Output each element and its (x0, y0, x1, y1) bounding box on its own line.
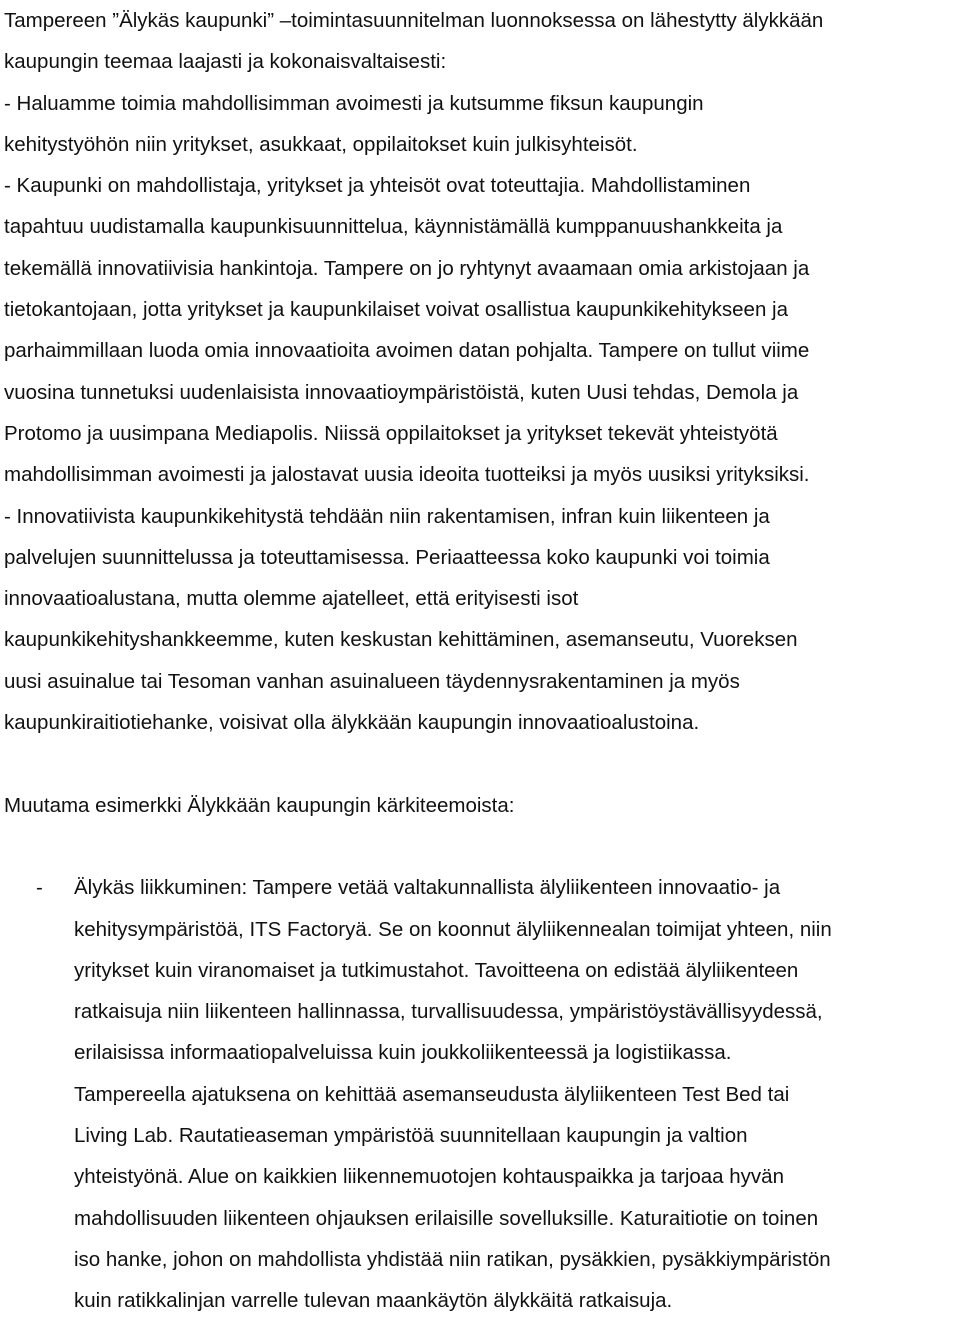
text-line: tapahtuu uudistamalla kaupunkisuunnittelua, käynnistämällä kumppanuushankkeita ja (4, 215, 783, 239)
text-line: - Kaupunki on mahdollistaja, yritykset ja yhteisöt ovat toteuttajia. Mahdollistaminen (4, 174, 751, 198)
list-item-line: kehitysympäristöä, ITS Factoryä. Se on koonnut älyliikennealan toimijat yhteen, niin (74, 917, 832, 941)
list-item-line: ratkaisuja niin liikenteen hallinnassa, turvallisuudessa, ympäristöystävällisyydessä, (74, 1000, 823, 1024)
list-item-line: Tampereella ajatuksena on kehittää asemanseudusta älyliikenteen Test Bed tai (74, 1082, 790, 1106)
text-line: kehitystyöhön niin yritykset, asukkaat, oppilaitokset kuin julkisyhteisöt. (4, 132, 638, 156)
list-item-line: erilaisissa informaatiopalveluissa kuin joukkoliikenteessä ja logistiikassa. (74, 1041, 732, 1065)
text-line: mahdollisimman avoimesti ja jalostavat uusia ideoita tuotteiksi ja myös uusiksi yrityksiksi. (4, 463, 810, 487)
text-line: kaupunkiraitiotiehanke, voisivat olla älykkään kaupungin innovaatioalustoina. (4, 711, 700, 735)
text-line: innovaatioalustana, mutta olemme ajatelleet, että erityisesti isot (4, 587, 579, 611)
text-line: vuosina tunnetuksi uudenlaisista innovaatioympäristöistä, kuten Uusi tehdas, Demola ja (4, 380, 799, 404)
document-page (4, 0, 960, 1322)
text-line: - Innovatiivista kaupunkikehitystä tehdään niin rakentamisen, infran kuin liikenteen ja (4, 504, 770, 528)
list-bullet: - (36, 876, 43, 900)
text-line: palvelujen suunnittelussa ja toteuttamisessa. Periaatteessa koko kaupunki voi toimia (4, 545, 770, 569)
list-item-line: yritykset kuin viranomaiset ja tutkimustahot. Tavoitteena on edistää älyliikenteen (74, 958, 799, 982)
paragraph-spacer (4, 826, 960, 867)
paragraph-spacer (4, 743, 960, 784)
list-item-line: mahdollisuuden liikenteen ohjauksen erilaisille sovelluksille. Katuraitiotie on toinen (74, 1206, 819, 1230)
list-item-line: yhteistyönä. Alue on kaikkien liikennemuotojen kohtauspaikka ja tarjoaa hyvän (74, 1165, 784, 1189)
list-item-line: Living Lab. Rautatieaseman ympäristöä suunnitellaan kaupungin ja valtion (74, 1124, 748, 1148)
text-line: Tampereen ”Älykäs kaupunki” –toimintasuunnitelman luonnoksessa on lähestytty älykkään (4, 9, 824, 32)
list-item-line: Älykäs liikkuminen: Tampere vetää valtakunnallista älyliikenteen innovaatio- ja (74, 876, 781, 900)
list-item-line: iso hanke, johon on mahdollista yhdistää niin ratikan, pysäkkien, pysäkkiympäristön (74, 1247, 831, 1271)
list-item (4, 867, 960, 1321)
text-line: kaupunkikehityshankkeemme, kuten keskustan kehittäminen, asemanseutu, Vuoreksen (4, 628, 798, 652)
section-heading: Muutama esimerkki Älykkään kaupungin kärkiteemoista: (4, 793, 515, 817)
text-line: tekemällä innovatiivisia hankintoja. Tampere on jo ryhtynyt avaamaan omia arkistojaan ja (4, 256, 810, 280)
text-line: parhaimmillaan luoda omia innovaatioita avoimen datan pohjalta. Tampere on tullut viime (4, 339, 810, 363)
text-line: Protomo ja uusimpana Mediapolis. Niissä oppilaitokset ja yritykset tekevät yhteistyötä (4, 421, 778, 445)
text-line: tietokantojaan, jotta yritykset ja kaupunkilaiset voivat osallistua kaupunkikehitykseen ja (4, 298, 788, 322)
text-line: kaupungin teemaa laajasti ja kokonaisvaltaisesti: (4, 50, 447, 74)
text-line: uusi asuinalue tai Tesoman vanhan asuinalueen täydennysrakentaminen ja myös (4, 669, 740, 693)
list-item-line: kuin ratikkalinjan varrelle tulevan maankäytön älykkäitä ratkaisuja. (74, 1289, 673, 1313)
intro-paragraph (4, 0, 960, 743)
text-line: - Haluamme toimia mahdollisimman avoimesti ja kutsumme fiksun kaupungin (4, 91, 704, 115)
